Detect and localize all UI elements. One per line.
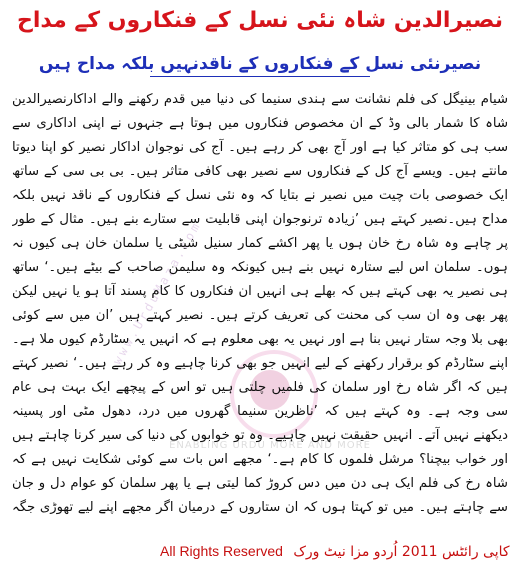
footer-rights: All Rights Reserved (160, 543, 283, 559)
watermark-tagline: ENABLING URDU MORE AND MORE (169, 440, 371, 451)
article-subtitle: نصیرنئی نسل کے فنکاروں کے ناقدنہیں بلکہ مداح ہیں (38, 54, 482, 74)
article-body: شیام بینیگل کی فلم نشانت سے ہندی سنیما کی دنیا میں قدم رکھنے والے اداکارنصیرالدین شاہ کا شمار بالی وڈ کے ان مخصوص فنکاروں میں ہوتا ہے جنہوں نے اپنی اداکاری سے سب ہی کو متاثر کیا ہے اور آج بھی کر رہے ہیں۔ آج کی نوجوان اداکار نصیر کو اپنا دیوتا مانتے ہیں۔ ویسے آج کل کے فنکاروں سے نصیر بھی کافی متاثر ہیں۔ بی بی سی کے ساتھ ایک خصوصی بات چیت میں نصیر نے بتایا کہ وہ نئی نسل کے فنکاروں کے ناقد نہیں بلکہ مداح ہیں۔نصیر کہتے ہیں ’زیادہ ترنوجوان اپنی قابلیت سے ستارے بنے ہیں۔ مثال کے طور پر چاہے وہ شاہ رخ خان ہوں یا پھر اکشے کمار سنیل شیٹی یا سلمان خان ہی کیوں نہ ہوں۔ سلمان اس لیے ستارہ نہیں بنے ہیں کیونکہ وہ سلیمن صاحب کے بیٹے ہیں۔‘ ساتھ ہی نصیر یہ بھی کہتے ہیں کہ بھلے ہی انہیں ان فنکاروں کا کام پسند آتا ہو یا نہیں لیکن پھر بھی وہ ان سب کی محنت کی تعریف کرتے ہیں۔ نصیر کہتے ہیں ’ان میں سے کوئی بھی بلا وجہ ستار نہیں بنا ہے اور نہیں یہ بھی معلوم ہے کہ انہیں یہ سٹارڈم کیوں ملا ہے۔ اپنے سٹارڈم کو برقرار رکھنے کے لیے انہیں جو بھی کرنا چاہیے وہ کر رہے ہیں۔‘ نصیر کہتے ہیں کہ اگر شاہ رخ اور سلمان کی فلمیں چلتی ہیں تو اس کے پیچھے ایک بہت ہی عام سی وجہ ہے۔ وہ کہتے ہیں کہ ’ناظرین سنیما گھروں میں درد، دھول مٹی اور پسینہ دیکھنے نہیں آتے۔ انہیں حقیقت نہیں چاہیے۔ وہ تو خوابوں کی دنیا کی سیر کرنا چاہتے ہیں اور خواب بیچنا؟ مرشل فلموں کا کام ہے۔‘ مجھے اس بات سے کوئی شکایت نہیں ہے کہ شاہ رخ کی فلم ایک ہی دن میں دس کروڑ کما لیتی ہے یا پھر سلمان کو عوام دل و جان سے چاہتے ہیں۔ میں تو کہتا ہوں کہ ان ستاروں کے درمیان اگر مجھے اپنے لیے تھوڑی جگہ (12, 92, 508, 515)
article-title: نصیرالدین شاہ نئی نسل کے فنکاروں کے مداح (16, 8, 503, 33)
subtitle-underline (150, 76, 370, 77)
watermark-url: www.UrduMaza.com (110, 218, 204, 367)
footer (160, 540, 510, 562)
footer-copyright: کاپی رائٹس 2011 اُردو مزا نیٹ ورک (293, 544, 510, 560)
